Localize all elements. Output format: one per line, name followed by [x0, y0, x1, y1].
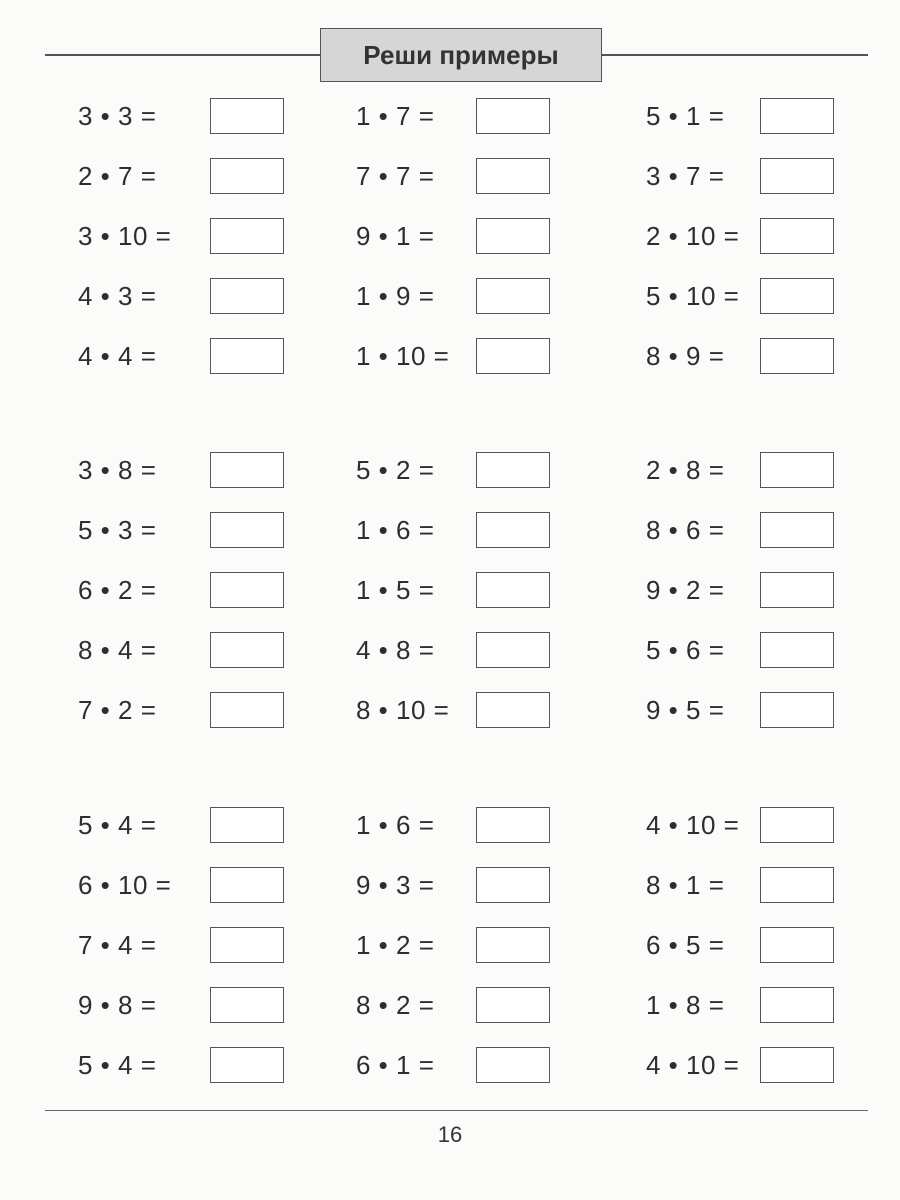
answer-box[interactable]	[760, 278, 834, 314]
answer-box[interactable]	[210, 98, 284, 134]
problem-item	[78, 216, 286, 256]
problem-item	[78, 156, 286, 196]
answer-box[interactable]	[760, 512, 834, 548]
problem-item	[356, 630, 552, 670]
problem-item	[646, 925, 836, 965]
answer-box[interactable]	[760, 927, 834, 963]
problem-expression: 9 • 5 =	[646, 694, 725, 725]
problem-item	[646, 1045, 836, 1085]
problem-expression: 4 • 10 =	[646, 1049, 740, 1080]
problem-expression: 1 • 8 =	[646, 989, 725, 1020]
problem-item	[646, 510, 836, 550]
answer-box[interactable]	[760, 632, 834, 668]
problem-item	[356, 156, 552, 196]
answer-box[interactable]	[210, 572, 284, 608]
answer-box[interactable]	[760, 692, 834, 728]
answer-box[interactable]	[210, 927, 284, 963]
problem-expression: 7 • 4 =	[78, 929, 157, 960]
problem-item	[646, 805, 836, 845]
problem-item	[78, 690, 286, 730]
problem-item	[356, 450, 552, 490]
problem-item	[646, 630, 836, 670]
problem-expression: 4 • 4 =	[78, 340, 157, 371]
problem-item	[78, 336, 286, 376]
problem-expression: 5 • 1 =	[646, 100, 725, 131]
problem-item	[356, 690, 552, 730]
problem-expression: 5 • 4 =	[78, 809, 157, 840]
answer-box[interactable]	[210, 987, 284, 1023]
answer-box[interactable]	[476, 807, 550, 843]
problem-expression: 8 • 6 =	[646, 514, 725, 545]
problem-expression: 1 • 5 =	[356, 574, 435, 605]
problem-expression: 3 • 8 =	[78, 454, 157, 485]
answer-box[interactable]	[210, 452, 284, 488]
answer-box[interactable]	[476, 692, 550, 728]
problem-item	[646, 96, 836, 136]
problem-expression: 6 • 10 =	[78, 869, 172, 900]
problem-item	[646, 276, 836, 316]
problem-expression: 6 • 5 =	[646, 929, 725, 960]
problem-item	[78, 805, 286, 845]
problem-item	[78, 276, 286, 316]
problem-expression: 9 • 1 =	[356, 220, 435, 251]
answer-box[interactable]	[760, 98, 834, 134]
problem-expression: 5 • 6 =	[646, 634, 725, 665]
answer-box[interactable]	[760, 987, 834, 1023]
problem-expression: 4 • 10 =	[646, 809, 740, 840]
problem-item	[356, 865, 552, 905]
answer-box[interactable]	[476, 927, 550, 963]
problem-expression: 6 • 1 =	[356, 1049, 435, 1080]
problem-expression: 2 • 8 =	[646, 454, 725, 485]
problem-expression: 8 • 10 =	[356, 694, 450, 725]
answer-box[interactable]	[210, 158, 284, 194]
problem-item	[356, 1045, 552, 1085]
answer-box[interactable]	[476, 158, 550, 194]
answer-box[interactable]	[476, 98, 550, 134]
answer-box[interactable]	[476, 867, 550, 903]
problem-item	[78, 630, 286, 670]
answer-box[interactable]	[210, 218, 284, 254]
answer-box[interactable]	[476, 632, 550, 668]
answer-box[interactable]	[760, 218, 834, 254]
problem-expression: 9 • 3 =	[356, 869, 435, 900]
answer-box[interactable]	[760, 572, 834, 608]
problem-expression: 2 • 7 =	[78, 160, 157, 191]
answer-box[interactable]	[760, 1047, 834, 1083]
problem-expression: 1 • 10 =	[356, 340, 450, 371]
problem-item	[78, 450, 286, 490]
problem-expression: 8 • 2 =	[356, 989, 435, 1020]
problem-expression: 1 • 9 =	[356, 280, 435, 311]
problem-item	[356, 570, 552, 610]
answer-box[interactable]	[210, 278, 284, 314]
problem-expression: 4 • 3 =	[78, 280, 157, 311]
page-title: Реши примеры	[320, 28, 602, 82]
problem-item	[78, 570, 286, 610]
problem-expression: 1 • 6 =	[356, 809, 435, 840]
problem-item	[78, 1045, 286, 1085]
answer-box[interactable]	[476, 1047, 550, 1083]
answer-box[interactable]	[210, 807, 284, 843]
answer-box[interactable]	[210, 338, 284, 374]
problem-expression: 9 • 2 =	[646, 574, 725, 605]
answer-box[interactable]	[476, 278, 550, 314]
answer-box[interactable]	[760, 807, 834, 843]
problem-item	[646, 216, 836, 256]
problem-expression: 8 • 1 =	[646, 869, 725, 900]
answer-box[interactable]	[210, 632, 284, 668]
answer-box[interactable]	[210, 867, 284, 903]
problem-item	[78, 510, 286, 550]
problem-expression: 2 • 10 =	[646, 220, 740, 251]
problem-item	[646, 336, 836, 376]
problem-item	[356, 336, 552, 376]
problem-expression: 8 • 9 =	[646, 340, 725, 371]
problem-expression: 1 • 6 =	[356, 514, 435, 545]
problem-expression: 5 • 10 =	[646, 280, 740, 311]
answer-box[interactable]	[760, 338, 834, 374]
answer-box[interactable]	[476, 572, 550, 608]
problem-item	[646, 865, 836, 905]
problem-expression: 4 • 8 =	[356, 634, 435, 665]
problem-expression: 5 • 3 =	[78, 514, 157, 545]
problem-item	[356, 985, 552, 1025]
answer-box[interactable]	[210, 1047, 284, 1083]
problem-item	[356, 96, 552, 136]
page-number: 16	[437, 1122, 463, 1147]
answer-box[interactable]	[760, 452, 834, 488]
answer-box[interactable]	[476, 338, 550, 374]
problem-item	[78, 865, 286, 905]
problem-item	[356, 276, 552, 316]
problem-expression: 9 • 8 =	[78, 989, 157, 1020]
problem-item	[356, 925, 552, 965]
problem-expression: 1 • 7 =	[356, 100, 435, 131]
problem-expression: 5 • 2 =	[356, 454, 435, 485]
answer-box[interactable]	[760, 158, 834, 194]
problem-item	[356, 805, 552, 845]
problem-expression: 1 • 2 =	[356, 929, 435, 960]
answer-box[interactable]	[476, 512, 550, 548]
problem-expression: 3 • 7 =	[646, 160, 725, 191]
answer-box[interactable]	[476, 987, 550, 1023]
problem-item	[646, 985, 836, 1025]
problem-expression: 8 • 4 =	[78, 634, 157, 665]
problem-expression: 3 • 10 =	[78, 220, 172, 251]
answer-box[interactable]	[476, 218, 550, 254]
answer-box[interactable]	[210, 512, 284, 548]
problem-expression: 6 • 2 =	[78, 574, 157, 605]
answer-box[interactable]	[210, 692, 284, 728]
problem-expression: 7 • 7 =	[356, 160, 435, 191]
problem-item	[646, 690, 836, 730]
problem-item	[646, 450, 836, 490]
problem-expression: 3 • 3 =	[78, 100, 157, 131]
answer-box[interactable]	[476, 452, 550, 488]
problem-item	[356, 216, 552, 256]
footer-rule	[45, 1110, 868, 1111]
problem-item	[78, 985, 286, 1025]
answer-box[interactable]	[760, 867, 834, 903]
problem-expression: 5 • 4 =	[78, 1049, 157, 1080]
problem-item	[78, 925, 286, 965]
problem-item	[646, 570, 836, 610]
problem-expression: 7 • 2 =	[78, 694, 157, 725]
problem-item	[78, 96, 286, 136]
problem-item	[646, 156, 836, 196]
problem-item	[356, 510, 552, 550]
